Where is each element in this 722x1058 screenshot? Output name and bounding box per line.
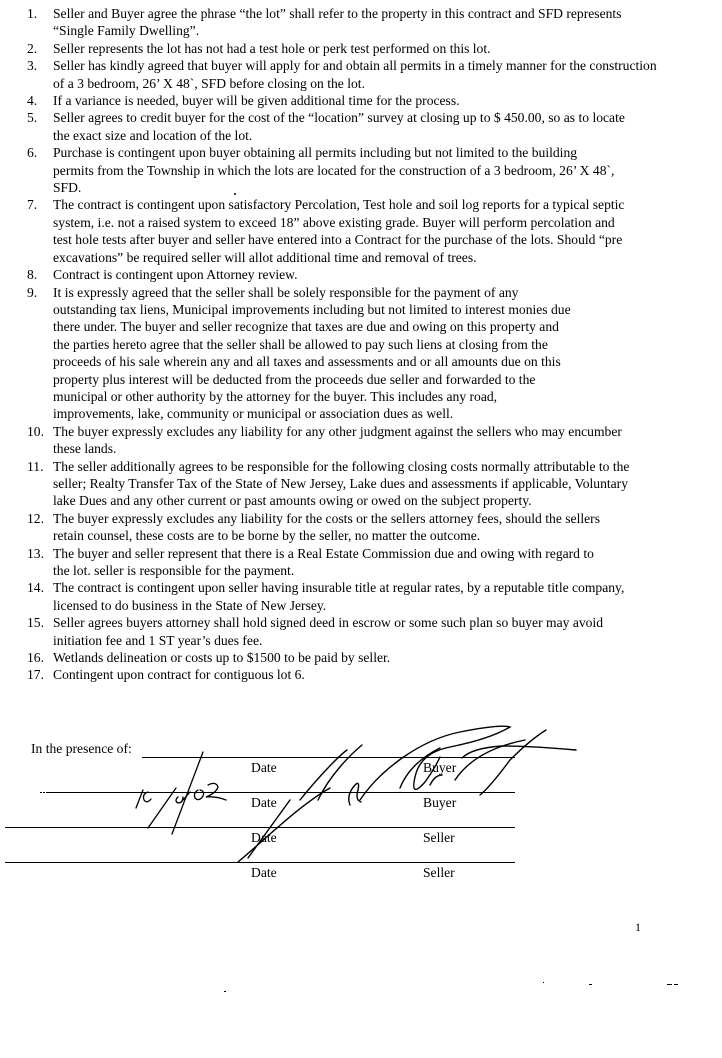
clause-text: The buyer and seller represent that there is a Real Estate Commission due and owing with regard to the lot. seller is responsible for the payment.: [53, 545, 594, 578]
clause-item: [27, 614, 647, 649]
clause-number: 10.: [27, 423, 44, 439]
seller-label: Seller: [423, 865, 455, 880]
scan-speck: [674, 984, 678, 985]
clause-item: [27, 57, 657, 92]
date-label: Date: [251, 795, 277, 810]
dotted-line-start: [40, 792, 48, 793]
clause-number: 4.: [27, 93, 38, 109]
clause-text: The buyer expressly excludes any liability for any other judgment against the sellers who may encumber these lands.: [53, 423, 622, 457]
clause-text: The seller additionally agrees to be responsible for the following closing costs normally attributable to the seller; Realty Transfer Tax of the State of New Jersey, Lake dues and assessments if applicable, Voluntary lake Dues and any other current or past amounts owing or owed on the subject property.: [53, 458, 630, 509]
date-label: Date: [251, 865, 277, 880]
clause-number: 11.: [27, 458, 44, 474]
seller-label: Seller: [423, 830, 455, 845]
clause-number: 15.: [27, 615, 44, 631]
clause-number: 2.: [27, 40, 38, 56]
scan-speck: [543, 982, 544, 983]
clause-text: It is expressly agreed that the seller shall be solely responsible for the payment of any outstanding tax liens, Municipal improvements including but not limited to interest monies due there under. The buyer and seller recognize that taxes are due and owing on this property and the parties hereto agree that the seller shall be allowed to pay such liens at closing from the proceeds of his sale wherein any and all taxes and assessments and or all amounts due on this property plus interest will be deducted from the proceeds due seller and forwarded to the municipal or other authority by the attorney for the buyer. This includes any road, improvements, lake, community or municipal or association dues as well.: [53, 284, 571, 422]
clause-number: 8.: [27, 267, 38, 283]
clause-item: [27, 144, 647, 196]
clause-text: Purchase is contingent upon buyer obtaining all permits including but not limited to the building permits from the Township in which the lots are located for the construction of a 3 bedroom, 26’ X 48`, SFD.: [53, 145, 615, 196]
signature-line-4[interactable]: [5, 862, 515, 863]
witness-signature-line[interactable]: [142, 757, 515, 758]
clause-item: [27, 510, 647, 545]
clause-text: Seller represents the lot has not had a test hole or perk test performed on this lot.: [53, 40, 491, 56]
clause-number: 6.: [27, 145, 38, 161]
contract-clauses-list: [27, 5, 657, 684]
buyer-signature: [238, 726, 576, 862]
clause-item: [27, 92, 647, 109]
clause-text: Seller agrees buyers attorney shall hold signed deed in escrow or some such plan so buyer may avoid initiation fee and 1 ST year’s dues fee.: [53, 615, 604, 648]
clause-number: 3.: [27, 58, 38, 74]
signature-line-2[interactable]: [48, 792, 515, 793]
signature-line-3[interactable]: [5, 827, 515, 828]
clause-number: 1.: [27, 6, 38, 21]
clause-text: The contract is contingent upon seller having insurable title at regular rates, by a reputable title company, licensed to do business in the State of New Jersey.: [53, 580, 625, 613]
buyer-label: Buyer: [423, 795, 457, 810]
clause-item: [27, 545, 647, 580]
clause-number: 12.: [27, 510, 44, 526]
clause-number: 14.: [27, 580, 44, 596]
handwritten-date: [136, 752, 226, 834]
clause-item: [27, 109, 647, 144]
page-number: 1: [635, 920, 641, 934]
clause-item: [27, 266, 647, 283]
clause-text: Seller has kindly agreed that buyer will apply for and obtain all permits in a timely manner for the construction of a 3 bedroom, 26’ X 48`, SFD before closing on the lot.: [53, 58, 657, 91]
clause-number: 13.: [27, 545, 44, 561]
clause-item: [27, 458, 647, 510]
clause-number: 17.: [27, 667, 44, 683]
clause-number: 7.: [27, 197, 38, 213]
clause-item: [27, 284, 647, 423]
clause-text: Contract is contingent upon Attorney review.: [53, 267, 298, 283]
clause-item: [27, 666, 647, 683]
buyer-label: Buyer: [423, 760, 457, 775]
clause-number: 16.: [27, 650, 44, 666]
clause-number: 9.: [27, 284, 38, 300]
clause-item: [27, 196, 647, 266]
clause-text: Seller agrees to credit buyer for the cost of the “location” survey at closing up to $ 450.00, so as to locate the exact size and location of the lot.: [53, 110, 625, 143]
clause-item: [27, 579, 647, 614]
clause-text: Wetlands delineation or costs up to $1500 to be paid by seller.: [53, 650, 391, 666]
scan-speck: [224, 991, 226, 992]
date-label: Date: [251, 830, 277, 845]
scan-speck: [667, 984, 672, 985]
clause-text: If a variance is needed, buyer will be given additional time for the process.: [53, 93, 460, 109]
clause-text: The contract is contingent upon satisfactory Percolation, Test hole and soil log reports for a typical septic system, i.e. not a raised system to exceed 18” above existing grade. Buyer will perform percolation and test hole tests after buyer and seller have entered into a Contract for the purchase of the lots. Should “pre excavations” be required seller will allot additional time and removal of trees.: [53, 197, 625, 265]
clause-text: Contingent upon contract for contiguous lot 6.: [53, 667, 305, 683]
clause-number: 5.: [27, 110, 38, 126]
clause-text: The buyer expressly excludes any liability for the costs or the sellers attorney fees, should the sellers retain counsel, these costs are to be borne by the seller, no matter the outcome.: [53, 510, 600, 544]
presence-label: In the presence of:: [31, 741, 132, 756]
clause-item: [27, 5, 647, 40]
clause-item: [27, 40, 647, 57]
clause-text: Seller and Buyer agree the phrase “the lot” shall refer to the property in this contract and SFD represents “Single Family Dwelling”.: [53, 6, 622, 39]
clause-item: [27, 423, 647, 458]
date-label: Date: [251, 760, 277, 775]
scan-speck: [234, 193, 236, 195]
clause-item: [27, 649, 647, 666]
scan-speck: [589, 984, 592, 985]
